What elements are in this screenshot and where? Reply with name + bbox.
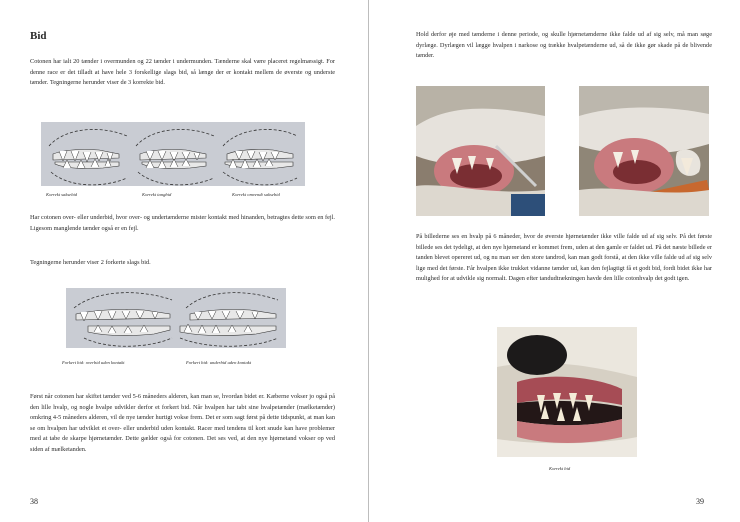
caption-reverse-scissor-bite: Korrekt omvendt saksebid <box>232 192 280 197</box>
wrong-bites-diagram <box>66 288 286 348</box>
photos-description: På billederne ses en hvalp på 6 måneder, hvor de øverste hjørnetænder ikke ville falde ud af sig selv. På det første billede ses det tydeligt, at den nye hjørnetand er kommet frem, uden at den gamle er faldet ud. På det næste billede er tanden blevet opereret ud, og nu man ser den store tandrod, kan man godt forstå, at den ikke ville falde ud af sig selv lige med det første. Får hvalpen ikke trukket vidanne tænder ud, kan den fejlagtigt få et godt bid, fordi bidet ikke har mulighed for at udvikle sig normalt. Dagen efter tandudtrækningen havde den lille cotonhvalp det godt igen. <box>416 233 712 283</box>
jaw-drawing-underbite <box>180 293 278 347</box>
jaw-drawing-scissor-bite <box>49 129 127 184</box>
caption-correct-bite-photo: Korrekt bid <box>549 466 571 471</box>
intro-paragraph: Cotonen har ialt 20 tænder i overmunden og 22 tænder i undermunden. Tænderne skal være placeret regelmæssigt. For denne race er det tilladt at have hele 3 forskellige slags bid, så længe der er kontakt mellem de øverste og underste tænder. Tegningerne herunder viser de 3 korrekte bid. <box>30 58 335 87</box>
right-page <box>369 0 740 522</box>
correct-bites-diagram <box>41 122 305 186</box>
left-page <box>0 0 368 522</box>
photo-puppy-teeth-after <box>579 86 709 216</box>
page-number-left: 38 <box>30 497 38 506</box>
jaw-drawing-reverse-scissor-bite <box>223 129 297 184</box>
photo-puppy-teeth-before <box>416 86 545 216</box>
caption-underbite: Forkert bid: underbid uden kontakt <box>186 360 252 365</box>
faults-paragraph: Har cotonen over- eller underbid, hvor over- og undertænderne mister kontakt med hinanden, betragtes dette som en fejl. Ligesom manglende tænder også er en fejl. <box>30 214 335 232</box>
caption-scissor-bite: Korrekt saksebid <box>46 192 78 197</box>
jaw-drawing-overbite <box>74 293 172 347</box>
caption-level-bite: Korrekt tangbid <box>142 192 172 197</box>
wrong-bites-drawing <box>66 288 286 348</box>
teething-paragraph: Først når cotonen har skiftet tænder ved 5-6 måneders alderen, kan man se, hvordan bidet er. Kæberne vokser jo også på den lille hvalp, og nogle hvalpe udvikler derfor et forkert bid. Når hvalpen har tabt sine hvalpetænder (mælketænder) omkring 4-5 måneders alderen, vil de nye tænder hurtigt vokse frem. Det er som sagt først på dette tidspunkt, at man kan se om hvalpen har udviklet et over- eller underbid uden kontakt. Racer med tendens til kort snude kan have problemer med at tabe de skarpe hjørnetænder. Dette gælder også for cotonen. Det ses ved, at den nye hjørnetand vokser op ved siden af mælketanden. <box>30 393 335 453</box>
jaw-drawing-level-bite <box>136 129 214 184</box>
caption-overbite: Forkert bid: overbid uden kontakt <box>62 360 125 365</box>
vet-paragraph: Hold derfor øje med tænderne i denne periode, og skulle hjørnetænderne ikke falde ud af sig selv, må man søge dyrlæge. Dyrlægen vil lægge hvalpen i narkose og trække hvalpetænderne ud, så de ikke gør skade på de blivende tænder. <box>416 31 712 60</box>
section-heading: Bid <box>30 30 47 42</box>
correct-bites-drawing <box>41 122 305 186</box>
photo-correct-bite <box>497 327 637 457</box>
page-number-right: 39 <box>696 497 704 506</box>
wrong-bites-intro: Tegningerne herunder viser 2 forkerte slags bid. <box>30 259 151 266</box>
